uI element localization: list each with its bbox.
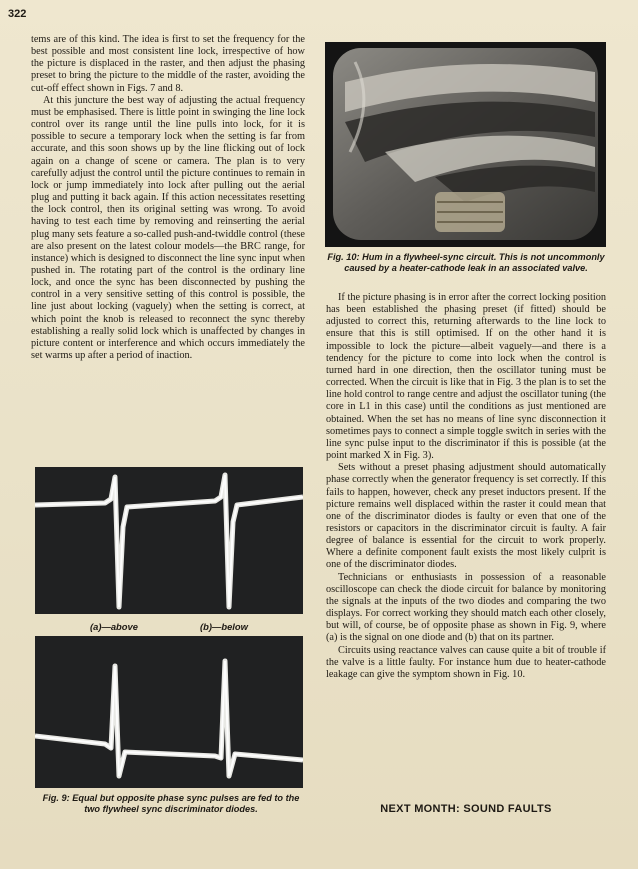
fig9-label-a: (a)—above bbox=[90, 621, 138, 632]
fig10-tv-screen-photo bbox=[325, 42, 606, 247]
paragraph: Circuits using reactance valves can cause quite a bit of trouble if the valve is a little faulty. For instance hum due to heater-cathode leakage can give the symptom shown in Fig. 10. bbox=[326, 644, 606, 680]
fig9a-oscilloscope-trace bbox=[35, 467, 303, 614]
oscilloscope-waveform-b bbox=[35, 636, 303, 788]
paragraph: If the picture phasing is in error after the correct locking position has been established the phasing preset (if fitted) should be adjusted to correct this, returning afterwards to the line lock to ensure that this is still optimised. If on the other hand it is impossible to lock the picture—albeit vaguely—and there is a tendency for the picture to come into lock when the control is turned hard in one direction, then the oscillator tuning must be corrected. When the circuit is like that in Fig. 3 the plan is to set the line hold control to range centre and adjust the oscillator tuning (the core in L1 in this case) until the conditions as just mentioned are obtained. When the set has no means of line sync disconnection it sometimes pays to connect a simple toggle switch in series with the line sync pulse input to the discriminator if this is possible (at the point marked X in Fig. 3). bbox=[326, 292, 606, 462]
fig9-caption: Fig. 9: Equal but opposite phase sync pulses are fed to the two flywheel sync discriminator diodes. bbox=[42, 793, 300, 814]
paragraph: Sets without a preset phasing adjustment should automatically phase correctly when the generator frequency is set correctly. If this fails to happen, however, check any preset inductors present. If the picture remains well displaced within the raster it could mean that one of the discriminator diodes is faulty or even that one of the resistors or capacitors in the discriminator circuit is faulty. A fair degree of balance is essential for the circuit to work properly. Where a definite component fault exists the most likely culprit is one of the discriminator diodes. bbox=[326, 462, 606, 571]
fig9b-oscilloscope-trace bbox=[35, 636, 303, 788]
fig9-label-b: (b)—below bbox=[200, 621, 248, 632]
tv-screen-image bbox=[325, 42, 606, 247]
next-month-banner: NEXT MONTH: SOUND FAULTS bbox=[380, 803, 552, 815]
paragraph: At this juncture the best way of adjusting the actual frequency must be emphasised. There is little point in swinging the line lock control over its range until the line pulls into lock, for it is possible to secure a temporary lock when the setting is far from accurate, and this soon shows up by the line flicking out of lock again on a change of scene or camera. The plan is to very carefully adjust the control until the picture continues to remain in lock or jump immediately into lock after pulling out the aerial plug and putting it back again. If this action necessitates resetting the lock control, then its original setting was wrong. To avoid having to test each time by removing and reinserting the aerial plug many sets feature a so-called push-and-twiddle control (these are also present on the latest colour models—the BRC range, for instance) which is designed to disconnect the line sync input when pushed in. The rotating part of the control is the ordinary line lock, and once the sync has been disconnected by pushing the control in a very sensitive setting of this control is possible, the line just about locking (vaguely) when the setting is correct, at which point the knob is released to reconnect the sync thereby establishing a really solid lock which is unaffected by changes in picture content or interference and which occurs immediately the set warms up after a period of inaction. bbox=[31, 94, 305, 362]
right-column bbox=[326, 292, 606, 681]
fig10-caption: Fig. 10: Hum in a flywheel-sync circuit. This is not uncommonly caused by a heater-cathode leak in an associated valve. bbox=[327, 252, 605, 273]
paragraph: tems are of this kind. The idea is first to set the frequency for the best possible and most consistent line lock, irrespective of how the picture is displaced in the raster, and then adjust the phasing preset to bring the picture to the middle of the raster, avoiding the cut-off effect shown in Figs. 7 and 8. bbox=[31, 34, 305, 94]
page-number: 322 bbox=[8, 8, 27, 20]
left-column bbox=[31, 34, 305, 362]
oscilloscope-waveform-a bbox=[35, 467, 303, 614]
paragraph: Technicians or enthusiasts in possession of a reasonable oscilloscope can check the diode circuit for balance by monitoring the signals at the inputs of the two diodes and comparing the two displays. For correct working they should match each other closely, but will, of course, be of opposite phase as shown in Fig. 9, where (a) is the signal on one diode and (b) that on its partner. bbox=[326, 571, 606, 644]
